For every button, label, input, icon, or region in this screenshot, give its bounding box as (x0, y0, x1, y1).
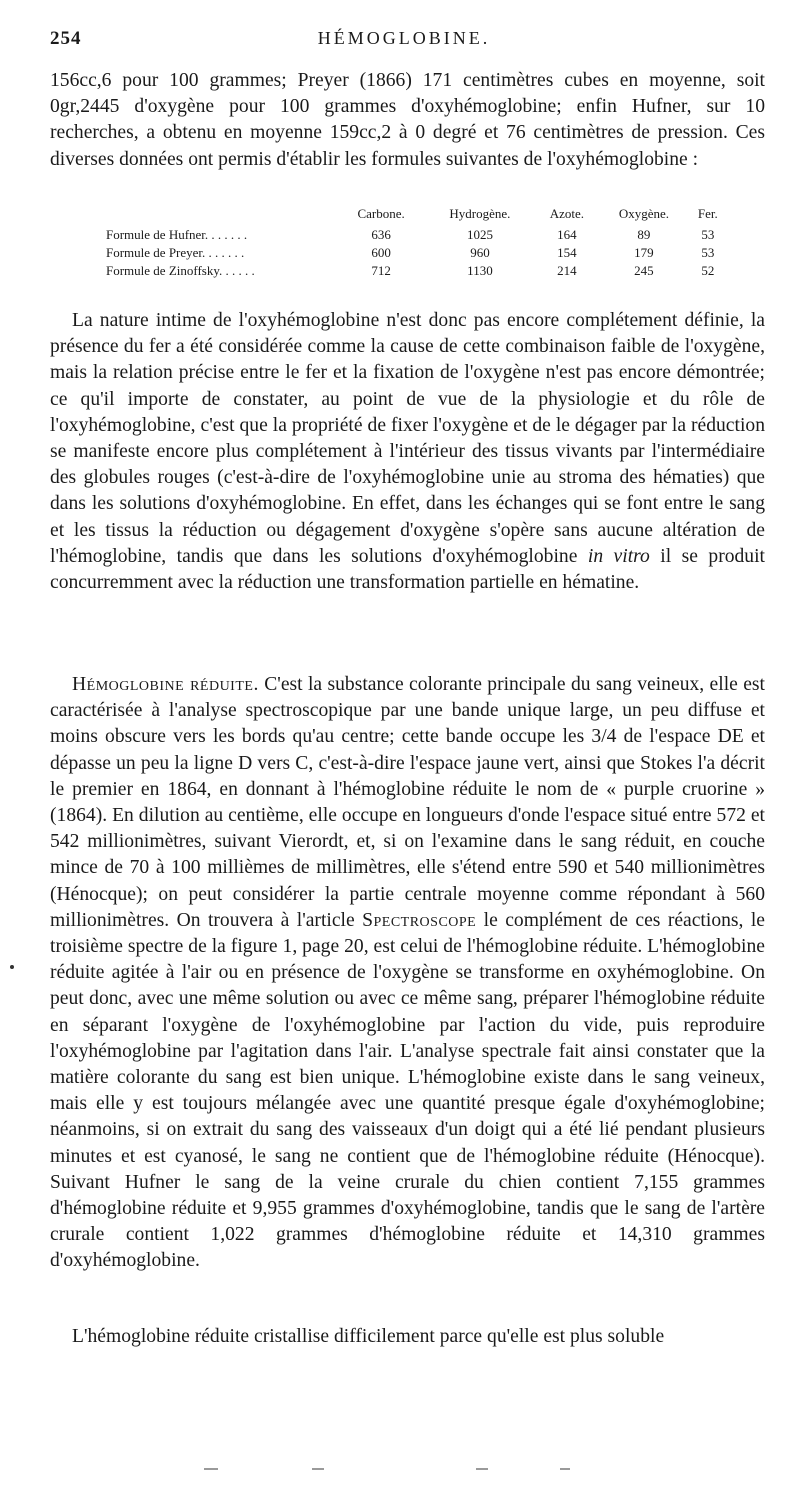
table-cell: 214 (557, 263, 577, 278)
section-text (50, 672, 765, 1275)
table-header-cell: Carbone. (357, 206, 405, 221)
paragraph-text: 156cc,6 pour 100 grammes; Preyer (1866) 171 centimètres cubes en moyenne, soit 0gr,2445 d'oxygène pour 100 grammes d'oxyhémoglobine; enfin Hufner, sur 10 recherches, a obtenu en moyenne 159cc,2 à 0 degré et 76 centimètres de pression. Ces diverses données ont permis d'établir les formules suivantes de l'oxyhémoglobine : (50, 70, 765, 170)
italic-term: in vitro (587, 545, 650, 567)
table-cell: 600 (371, 245, 391, 260)
table-header-blank (106, 206, 338, 226)
table-cell: 636 (371, 227, 391, 242)
cross-reference: Spectroscope (362, 909, 477, 931)
row-label: Formule de Zinoffsky. . . . . . (106, 263, 255, 278)
page-number: 254 (50, 28, 82, 49)
section-heading: Hémoglobine réduite. (72, 674, 259, 695)
oxyhemoglobin-formula-table (106, 206, 726, 280)
table-header-cell: Oxygène. (618, 206, 670, 221)
section-reduced-hemoglobin (50, 672, 765, 1275)
section-text-part-2: le complément de ces réactions, le troisième spectre de la figure 1, page 20, est celui de l'hémoglobine réduite. L'hémoglobine réduite agitée à l'air ou en présence de l'oxygène se transforme en oxyhémoglobine. On peut donc, avec une même solution ou avec ce même sang, préparer l'hémoglobine réduite en séparant l'oxygène de l'oxyhémoglobine par l'action du vide, puis reproduire l'oxyhémoglobine par l'agitation dans l'air. L'analyse spectrale fait ainsi constater que la matière colorante du sang est bien unique. L'hémoglobine existe dans le sang veineux, mais elle y est toujours mélangée avec une quantité presque égale d'oxyhémoglobine; néanmoins, si on extrait du sang des vaisseaux d'un doigt qui a été lié pendant plusieurs minutes et est cyanosé, le sang ne contient que de l'hémoglobine réduite (Hénocque). Suivant Hufner le sang de la veine crurale du chien contient 7,155 grammes d'hémoglobine réduite et 9,955 grammes d'oxyhémoglobine, tandis que le sang de l'artère crurale contient 1,022 grammes d'hémoglobine réduite et 14,310 grammes d'oxyhémoglobine. (50, 909, 765, 1272)
table-header-cell: Azote. (549, 206, 585, 221)
table-header-cell: Fer. (697, 206, 718, 221)
margin-speck (10, 965, 14, 969)
table-row (106, 226, 726, 244)
paragraph-nature-of-oxyhemoglobin (50, 308, 765, 596)
table-header-row (106, 206, 726, 226)
row-label: Formule de Preyer. . . . . . . (106, 245, 245, 260)
table-cell: 712 (371, 263, 391, 278)
footer-mark (204, 1468, 218, 1470)
paragraph-oxygen-capacity (50, 68, 765, 173)
table-cell: 1130 (467, 263, 493, 278)
page-header (50, 28, 758, 54)
footer-mark (560, 1468, 570, 1470)
table-cell: 245 (634, 263, 654, 278)
running-title: HÉMOGLOBINE. (317, 28, 491, 48)
footer-mark (312, 1468, 324, 1470)
footer-mark (476, 1468, 488, 1470)
section-text-part-1: C'est la substance colorante principale du sang veineux, elle est caractérisée à l'analyse spectroscopique par une bande unique large, un peu diffuse et moins obscure vers les bords qu'au centre; cette bande occupe les 3/4 de l'espace DE et dépasse un peu la ligne D vers C, c'est-à-dire l'espace jaune vert, ainsi que Stokes l'a décrit le premier en 1864, en donnant à l'hémoglobine réduite le nom de « purple cruorine » (1864). En dilution au centième, elle occupe en longueurs d'onde l'espace situé entre 572 et 542 millionimètres, suivant Vierordt, et, si on l'examine dans le sang réduit, en couche mince de 70 à 100 millièmes de millimètres, elle s'étend entre 590 et 540 millionimètres (Hénocque); on peut considérer la partie centrale moyenne comme répondant à 560 millionimètres. On trouvera à l'article (50, 674, 765, 931)
table-header-cell: Hydrogène. (449, 206, 511, 221)
table-row (106, 262, 726, 280)
table-row (106, 244, 726, 262)
row-label: Formule de Hufner. . . . . . . (106, 227, 248, 242)
table-cell: 960 (470, 245, 490, 260)
paragraph-text (50, 308, 765, 596)
table-cell: 154 (557, 245, 577, 260)
table-cell: 1025 (466, 227, 493, 242)
table-cell: 89 (637, 227, 651, 242)
paragraph-crystallization (50, 1324, 765, 1350)
paragraph-text: L'hémoglobine réduite cristallise difficilement parce qu'elle est plus soluble (72, 1326, 665, 1347)
table-cell: 53 (701, 227, 715, 242)
paragraph-text-end: il se produit concurremment avec la réduction une transformation partielle en hématine. (50, 545, 765, 594)
table-cell: 164 (557, 227, 577, 242)
table-cell: 53 (701, 245, 715, 260)
paragraph-text-main: La nature intime de l'oxyhémoglobine n'est donc pas encore complétement définie, la présence du fer a été considérée comme la cause de cette combinaison faible de l'oxygène, mais la relation précise entre le fer et la fixation de l'oxygène n'est pas encore démontrée; ce qu'il importe de constater, au point de vue de la physiologie et du rôle de l'oxyhémoglobine, c'est que la propriété de fixer l'oxygène et de le dégager par la réduction se manifeste encore plus complétement à l'intérieur des tissus vivants par l'intermédiaire des globules rouges (c'est-à-dire de l'oxyhémoglobine unie au stroma des hématies) que dans les solutions d'oxyhémoglobine. En effet, dans les échanges qui se font entre le sang et les tissus la réduction ou dégagement d'oxygène s'opère sans aucune altération de l'hémoglobine, tandis que dans les solutions d'oxyhémoglobine (50, 310, 765, 567)
table-cell: 179 (634, 245, 654, 260)
table-cell: 52 (701, 263, 715, 278)
